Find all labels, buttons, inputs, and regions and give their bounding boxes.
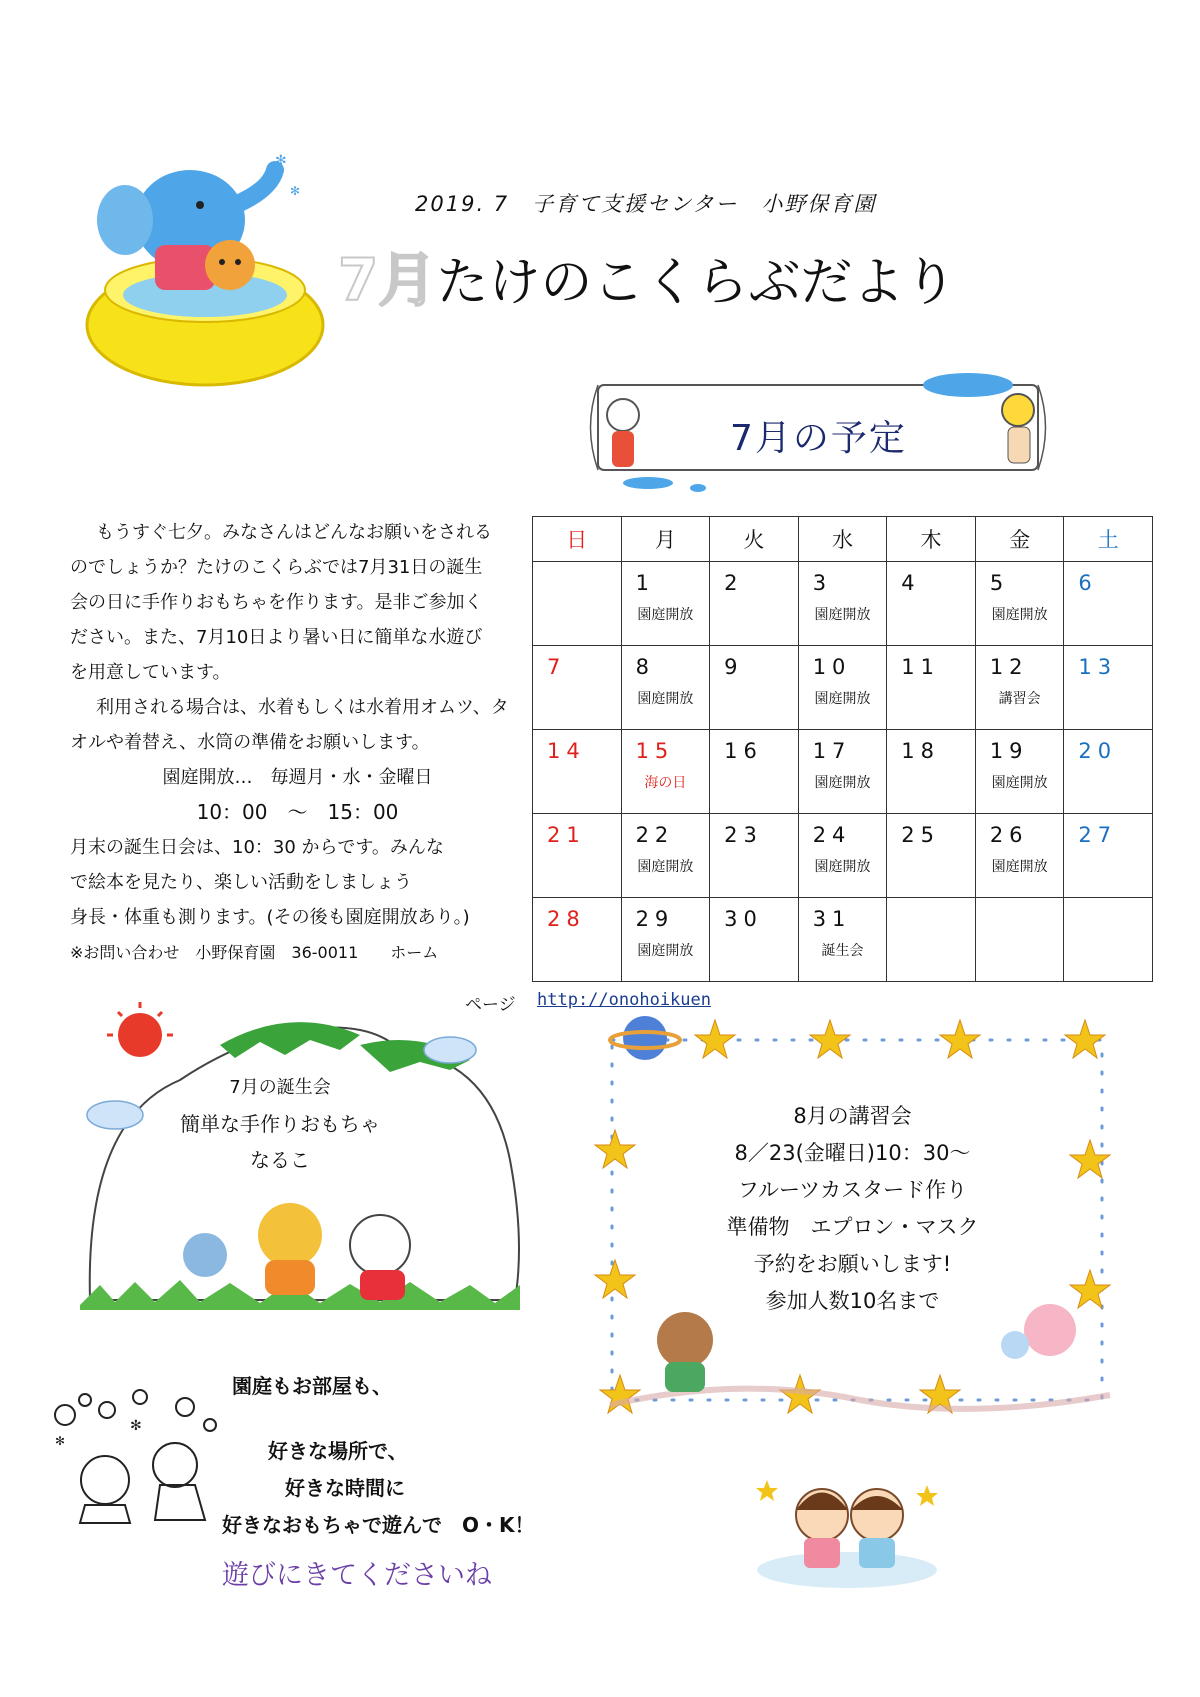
calendar-day: 31 誕生会	[798, 898, 887, 982]
calendar-day	[533, 562, 622, 646]
august-line: フルーツカスタード作り	[737, 1178, 968, 1202]
birthday-toy: なるこ	[250, 1148, 310, 1172]
august-workshop	[680, 1098, 1025, 1320]
calendar-day: 12 講習会	[975, 646, 1064, 730]
calendar-day: 28	[533, 898, 622, 982]
intro-line: を用意しています。	[70, 662, 231, 683]
intro-line: 会の日に手作りおもちゃを作ります。是非ご参加く	[70, 592, 483, 613]
header-subtitle: 2019. 7 子育て支援センター 小野保育園	[415, 192, 877, 216]
garden-open-hours: 10：00 ～ 15：00	[196, 800, 399, 824]
calendar-day: 14	[533, 730, 622, 814]
contact-line: ※お問い合わせ 小野保育園 36-0011 ホーム	[70, 943, 439, 962]
calendar-header: 土	[1064, 517, 1153, 562]
birthday-title: 7月の誕生会	[229, 1077, 331, 1098]
intro-text	[70, 515, 525, 970]
august-line: 参加人数10名まで	[765, 1289, 940, 1313]
calendar-day: 26 園庭開放	[975, 814, 1064, 898]
calendar-day: 18	[887, 730, 976, 814]
intro-line: もうすぐ七夕。みなさんはどんなお願いをされる	[96, 522, 492, 543]
visit-invitation: 遊びにきてくださいね	[222, 1560, 492, 1591]
svg-text:✻: ✻	[275, 153, 287, 169]
august-line: 8／23(金曜日)10：30～	[734, 1141, 971, 1165]
elephant-pool-illustration	[70, 150, 340, 390]
svg-text:✻: ✻	[55, 1434, 66, 1448]
calendar-day: 5 園庭開放	[975, 562, 1064, 646]
title-month: 7月	[338, 246, 437, 314]
intro-line: ださい。また、7月10日より暑い日に簡単な水遊び	[70, 627, 483, 648]
calendar-header: 金	[975, 517, 1064, 562]
birthday-event	[170, 1070, 390, 1178]
calendar-day: 30	[710, 898, 799, 982]
intro-line: で絵本を見たり、楽しい活動をしましょう	[70, 872, 412, 893]
bottom-line-2: 好きな場所で、	[268, 1439, 408, 1463]
calendar-day: 19 園庭開放	[975, 730, 1064, 814]
calendar-header: 木	[887, 517, 976, 562]
calendar-day: 17 園庭開放	[798, 730, 887, 814]
svg-text:✻: ✻	[130, 1418, 142, 1434]
calendar-day: 15 海の日	[621, 730, 710, 814]
intro-line: 身長・体重も測ります。(その後も園庭開放あり。)	[70, 907, 470, 928]
calendar-day	[975, 898, 1064, 982]
calendar-day: 9	[710, 646, 799, 730]
schedule-title: 7月の予定	[730, 418, 907, 459]
calendar-day	[1064, 898, 1153, 982]
page-title	[338, 233, 956, 317]
calendar-day: 2	[710, 562, 799, 646]
homepage-link[interactable]: http://onohoikuen	[537, 990, 711, 1010]
intro-line: 月末の誕生日会は、10：30 からです。みんな	[70, 837, 444, 858]
calendar-week	[533, 730, 1153, 814]
august-line: 準備物 エプロン・マスク	[726, 1215, 979, 1239]
intro-line: 利用される場合は、水着もしくは水着用オムツ、タ	[96, 697, 509, 718]
calendar-day	[887, 898, 976, 982]
august-line: 8月の講習会	[793, 1104, 912, 1128]
calendar-week	[533, 814, 1153, 898]
bottom-line-1: 園庭もお部屋も、	[232, 1374, 392, 1398]
july-calendar	[532, 516, 1153, 982]
calendar-day: 25	[887, 814, 976, 898]
calendar-day: 27	[1064, 814, 1153, 898]
calendar-day: 1 園庭開放	[621, 562, 710, 646]
title-main: たけのこくらぶだより	[436, 253, 957, 313]
calendar-day: 29 園庭開放	[621, 898, 710, 982]
bottom-line-4: 好きなおもちゃで遊んで O・K！	[222, 1513, 535, 1537]
calendar-header: 水	[798, 517, 887, 562]
calendar-day: 21	[533, 814, 622, 898]
calendar-week	[533, 646, 1153, 730]
garden-open-days: 園庭開放… 毎週月・水・金曜日	[162, 767, 433, 788]
calendar-day: 22 園庭開放	[621, 814, 710, 898]
calendar-day: 24 園庭開放	[798, 814, 887, 898]
calendar-header: 月	[621, 517, 710, 562]
calendar-day: 10 園庭開放	[798, 646, 887, 730]
intro-line: のでしょうか？たけのこくらぶでは7月31日の誕生	[70, 557, 483, 578]
intro-line: オルや着替え、水筒の準備をお願いします。	[70, 732, 430, 753]
calendar-day: 11	[887, 646, 976, 730]
birthday-activity: 簡単な手作りおもちゃ	[180, 1112, 380, 1136]
calendar-day: 20	[1064, 730, 1153, 814]
calendar-day: 13	[1064, 646, 1153, 730]
bubbles-kids-illustration	[45, 1385, 230, 1525]
calendar-week	[533, 898, 1153, 982]
calendar-day: 7	[533, 646, 622, 730]
august-line: 予約をお願いします!	[753, 1252, 952, 1276]
calendar-header: 火	[710, 517, 799, 562]
calendar-day: 4	[887, 562, 976, 646]
tanabata-couple-illustration	[752, 1470, 942, 1590]
calendar-header: 日	[533, 517, 622, 562]
calendar-day: 8 園庭開放	[621, 646, 710, 730]
calendar-day: 6	[1064, 562, 1153, 646]
calendar-week	[533, 562, 1153, 646]
calendar-day: 3 園庭開放	[798, 562, 887, 646]
calendar-day: 23	[710, 814, 799, 898]
svg-text:✻: ✻	[290, 184, 301, 198]
calendar-day: 16	[710, 730, 799, 814]
url-lead: ページ	[465, 995, 516, 1015]
bottom-line-3: 好きな時間に	[285, 1476, 405, 1500]
